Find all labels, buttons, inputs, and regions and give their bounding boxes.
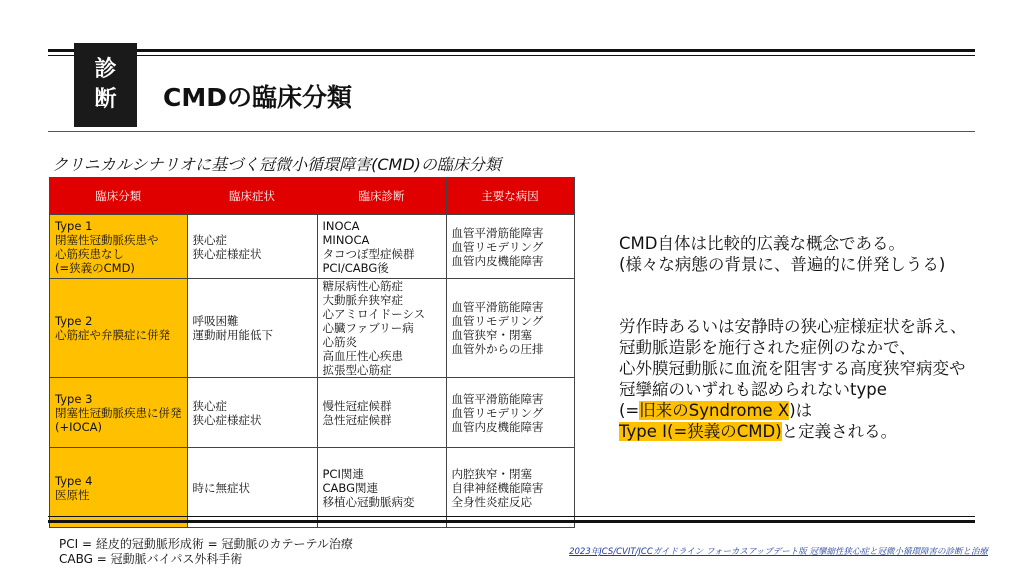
cell-line: 運動耐用能低下 (192, 328, 273, 342)
definition-line: 労作時あるいは安静時の狭心症様症状を訴え、 (619, 317, 967, 336)
cell-line: 狭心症 (192, 398, 227, 413)
table-header-row (50, 178, 575, 215)
table-row (50, 378, 575, 448)
symptoms-cell (187, 279, 317, 378)
cell-line: 血管内皮機能障害 (451, 253, 544, 268)
cell-line: 拡張型心筋症 (322, 363, 392, 377)
causes-cell (446, 215, 574, 279)
text-fragment: (= (619, 401, 640, 420)
cell-line: 血管リモデリング (451, 314, 544, 328)
cell-line: (=狭義のCMD) (55, 260, 135, 275)
cell-line: 狭心症様症状 (192, 412, 262, 427)
table-row (50, 279, 575, 378)
definition-line (619, 400, 967, 421)
cell-line: 心筋炎 (322, 335, 357, 349)
cell-line: INOCA (322, 218, 360, 233)
cell-line: 心筋症や弁膜症に併発 (55, 328, 170, 342)
table-title: クリニカルシナリオに基づく冠微小循環障害(CMD)の臨床分類 (52, 155, 501, 174)
cell-line: 大動脈弁狭窄症 (322, 293, 403, 307)
cell-line: 糖尿病性心筋症 (322, 279, 403, 293)
cell-line: 医原性 (55, 487, 90, 502)
cell-line: 狭心症 (192, 232, 227, 247)
top-rule-thin (48, 55, 975, 56)
cell-line: Type 1 (55, 218, 93, 233)
cell-line: 心臓ファブリー病 (322, 321, 414, 335)
header-symptoms: 臨床症状 (187, 178, 317, 215)
cell-line: 血管外からの圧排 (451, 342, 544, 356)
header-diagnosis: 臨床診断 (317, 178, 446, 215)
text-fragment: と定義される。 (781, 422, 898, 441)
text-fragment: )は (789, 401, 813, 420)
cell-line: (+IOCA) (55, 419, 102, 434)
table-row (50, 215, 575, 279)
cell-line: 心筋疾患なし (55, 246, 124, 261)
page-title: CMDの臨床分類 (163, 83, 352, 112)
summary-paragraph (619, 233, 945, 275)
definition-line: 冠動脈造影を施行された症例のなかで、 (619, 338, 916, 357)
bottom-rule-thin (48, 516, 975, 517)
cell-line: 血管平滑筋能障害 (451, 225, 544, 240)
top-rule-thick (48, 49, 975, 52)
cell-line: 血管リモデリング (451, 405, 544, 420)
diagnosis-cell (317, 215, 446, 279)
cell-line: Type 3 (55, 391, 93, 406)
definition-line (619, 421, 967, 442)
cell-line: 高血圧性心疾患 (322, 349, 403, 363)
cell-line: 移植心冠動脈病変 (322, 494, 415, 509)
symptoms-cell (187, 215, 317, 279)
classification-cell (50, 215, 188, 279)
cell-line: タコつぼ型症候群 (322, 246, 415, 261)
cell-line: 閉塞性冠動脈疾患や (55, 232, 159, 247)
cell-line: PCI関連 (322, 466, 364, 481)
header-classification: 臨床分類 (50, 178, 188, 215)
cell-line: 血管内皮機能障害 (451, 419, 544, 434)
symptoms-cell (187, 378, 317, 448)
cmd-classification-table (49, 177, 575, 528)
bottom-rule-thick (48, 520, 975, 523)
cell-line: 内腔狭窄・閉塞 (451, 466, 532, 481)
cell-line: 全身性炎症反応 (451, 494, 532, 509)
section-badge-label: 診断 (94, 57, 117, 112)
cell-line: 自律神経機能障害 (451, 480, 544, 495)
title-divider (48, 131, 975, 132)
classification-cell (50, 378, 188, 448)
definition-paragraph (619, 316, 967, 442)
cell-line: 血管平滑筋能障害 (451, 391, 544, 406)
definition-line: 心外膜冠動脈に血流を阻害する高度狭窄病変や (619, 359, 966, 378)
cell-line: 血管リモデリング (451, 239, 544, 254)
summary-line: (様々な病態の背景に、普遍的に併発しうる) (619, 255, 946, 274)
cell-line: MINOCA (322, 232, 370, 247)
cell-line: Type 2 (55, 314, 93, 328)
definition-line: 冠攣縮のいずれも認められないtype (619, 380, 887, 399)
classification-cell (50, 279, 188, 378)
summary-line: CMD自体は比較的広義な概念である。 (619, 234, 905, 253)
cell-line: CABG関連 (322, 480, 378, 495)
footnote-pci: PCI = 経皮的冠動脈形成術 = 冠動脈のカテーテル治療 (59, 537, 353, 551)
cell-line: 慢性冠症候群 (322, 398, 392, 413)
cell-line: 血管平滑筋能障害 (451, 300, 544, 314)
causes-cell (446, 279, 574, 378)
diagnosis-cell (317, 279, 446, 378)
cell-line: 急性冠症候群 (322, 412, 392, 427)
section-badge (74, 43, 137, 127)
cell-line: 心アミロイドーシス (322, 307, 426, 321)
diagnosis-cell (317, 378, 446, 448)
cell-line: Type 4 (55, 473, 93, 488)
footnote-cabg: CABG = 冠動脈バイパス外科手術 (59, 552, 243, 566)
cell-line: 血管狭窄・閉塞 (451, 328, 532, 342)
header-causes: 主要な病因 (446, 178, 574, 215)
abbreviation-notes (59, 537, 353, 567)
cell-line: PCI/CABG後 (322, 260, 389, 275)
causes-cell (446, 378, 574, 448)
cell-line: 呼吸困難 (192, 314, 239, 328)
highlight-type-1: Type I(=狭義のCMD) (619, 422, 782, 441)
highlight-syndrome-x: 旧来のSyndrome X (639, 401, 790, 420)
cell-line: 閉塞性冠動脈疾患に併発 (55, 405, 182, 420)
source-link[interactable]: 2023年JCS/CVIT/JCCガイドライン フォーカスアップデート版 冠攣縮性狭心症と冠微小循環障害の診断と治療 (569, 547, 988, 557)
cell-line: 狭心症様症状 (192, 246, 262, 261)
cell-line: 時に無症状 (192, 480, 250, 495)
